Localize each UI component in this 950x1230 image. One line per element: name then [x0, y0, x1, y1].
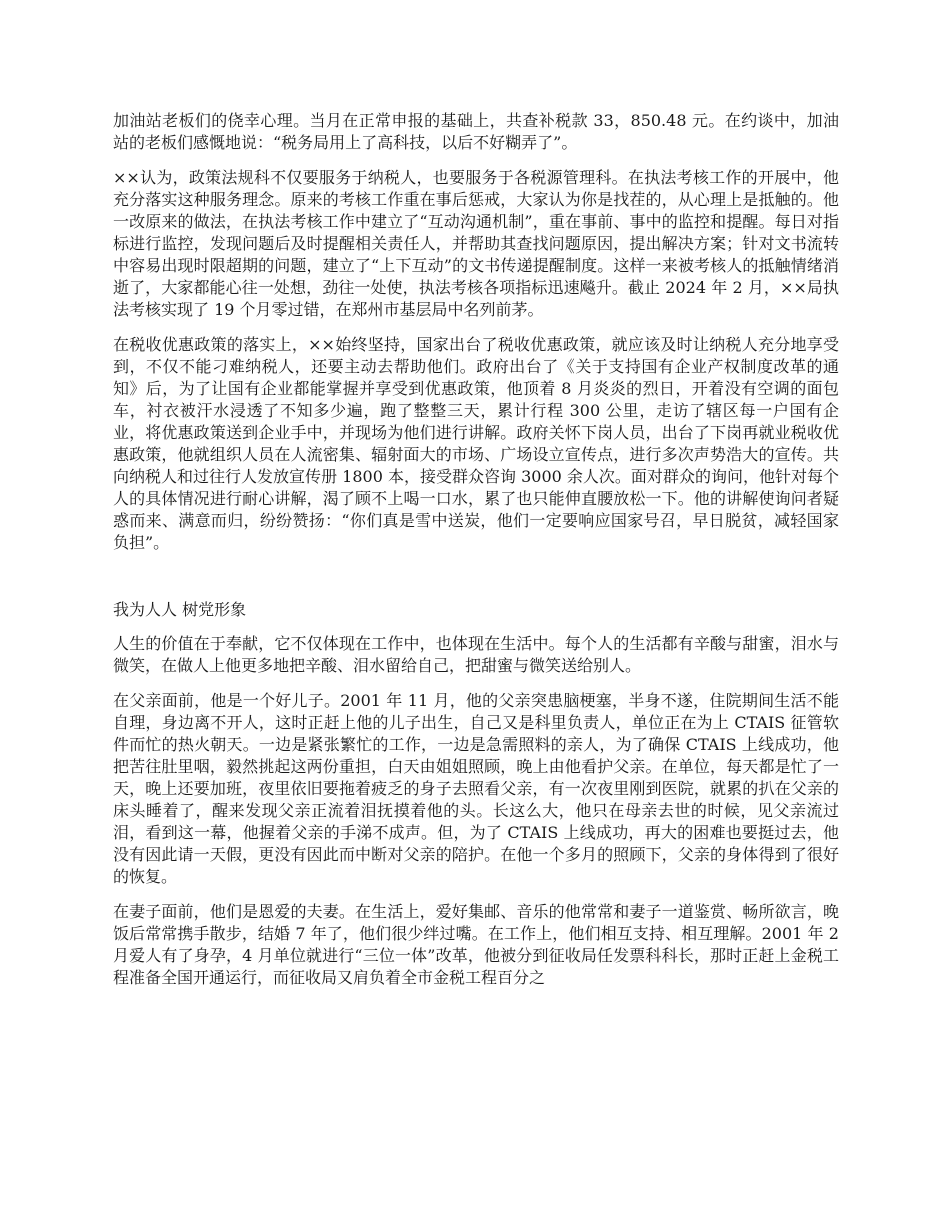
document-page — [113, 110, 839, 1002]
paragraph-loving-couple: 在妻子面前，他们是恩爱的夫妻。在生活上，爱好集邮、音乐的他常常和妻子一道鉴赏、畅所欲言，晚饭后常常携手散步，结婚 7 年了，他们很少绊过嘴。在工作上，他们相互支持、相互理解。2001 年 2 月爱人有了身孕，4 月单位就进行“三位一体”改革，他被分到征收局任发票科科长，那时正赶上金税工程准备全国开通运行，而征收局又肩负着全市金税工程百分之 — [113, 902, 839, 987]
paragraph-tax-incentive-policy: 在税收优惠政策的落实上，××始终坚持，国家出台了税收优惠政策，就应该及时让纳税人充分地享受到，不仅不能刁难纳税人，还要主动去帮助他们。政府出台了《关于支持国有企业产权制度改革的通知》后，为了让国有企业都能掌握并享受到优惠政策，他顶着 8 月炎炎的烈日，开着没有空调的面包车，衬衣被汗水浸透了不知多少遍，跑了整整三天，累计行程 300 公里，走访了辖区每一户国有企业，将优惠政策送到企业手中，并现场为他们进行讲解。政府关怀下岗人员，出台了下岗再就业税收优惠政策，他就组织人员在人流密集、辐射面大的市场、广场设立宣传点，进行多次声势浩大的宣传。共向纳税人和过往行人发放宣传册 1800 本，接受群众咨询 3000 余人次。面对群众的询问，他针对每个人的具体情况进行耐心讲解，渴了顾不上喝一口水，累了也只能伸直腰放松一下。他的讲解使询问者疑惑而来、满意而归，纷纷赞扬：“你们真是雪中送炭，他们一定要响应国家号召，早日脱贫，减轻国家负担”。 — [113, 335, 839, 552]
section-heading: 我为人人 树党形象 — [113, 600, 247, 619]
paragraph-good-son: 在父亲面前，他是一个好儿子。2001 年 11 月，他的父亲突患脑梗塞，半身不遂，住院期间生活不能自理，身边离不开人，这时正赶上他的儿子出生，自己又是科里负责人，单位正在为上 CTAIS 征管软件而忙的热火朝天。一边是紧张繁忙的工作，一边是急需照料的亲人，为了确保 CTAIS 上线成功，他把苦往肚里咽，毅然挑起这两份重担，白天由姐姐照顾，晚上由他看护父亲。在单位，每天都是忙了一天，晚上还要加班，夜里依旧要拖着疲乏的身子去照看父亲，有一次夜里刚到医院，就累的扒在父亲的床头睡着了，醒来发现父亲正流着泪抚摸着他的头。长这么大，他只在母亲去世的时候，见父亲流过泪，看到这一幕，他握着父亲的手涕不成声。但，为了 CTAIS 上线成功，再大的困难也要挺过去，他没有因此请一天假，更没有因此而中断对父亲的陪护。在他一个多月的照顾下，父亲的身体得到了很好的恢复。 — [113, 691, 839, 886]
paragraph-enforcement-assessment: ××认为，政策法规科不仅要服务于纳税人，也要服务于各税源管理科。在执法考核工作的开展中，他充分落实这种服务理念。原来的考核工作重在事后惩戒，大家认为你是找茬的，从心理上是抵触的。他一改原来的做法，在执法考核工作中建立了“互动沟通机制”，重在事前、事中的监控和提醒。每日对指标进行监控，发现问题后及时提醒相关责任人，并帮助其查找问题原因，提出解决方案；针对文书流转中容易出现时限超期的问题，建立了“上下互动”的文书传递提醒制度。这样一来被考核人的抵触情绪消逝了，大家都能心往一处想，劲往一处使，执法考核各项指标迅速飚升。截止 2024 年 2 月，××局执法考核实现了 19 个月零过错，在郑州市基层局中名列前茅。 — [113, 168, 839, 319]
paragraph-gas-station-audit: 加油站老板们的侥幸心理。当月在正常申报的基础上，共查补税款 33，850.48 元。在约谈中，加油站的老板们感慨地说：“税务局用上了高科技，以后不好糊弄了”。 — [113, 111, 839, 152]
paragraph-value-of-life: 人生的价值在于奉献，它不仅体现在工作中，也体现在生活中。每个人的生活都有辛酸与甜蜜，泪水与微笑，在做人上他更多地把辛酸、泪水留给自己，把甜蜜与微笑送给别人。 — [113, 634, 839, 675]
